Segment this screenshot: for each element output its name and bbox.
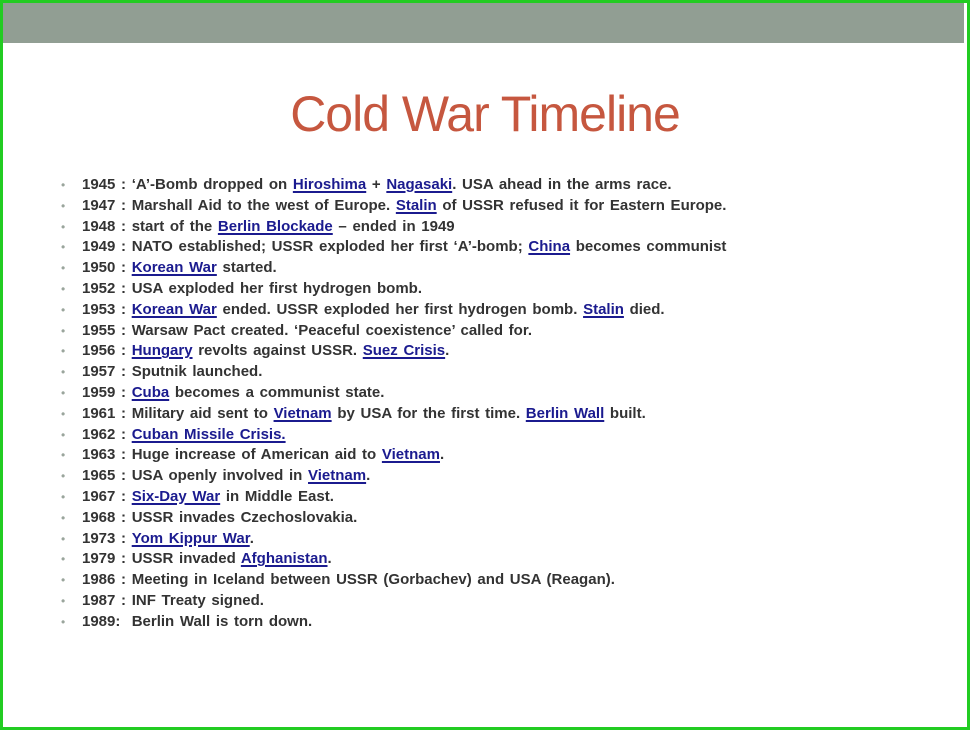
event-year: 1955 : [82,321,132,339]
event-text: Military aid sent to [131,404,274,422]
timeline-item [61,549,726,570]
event-year: 1979 : [82,550,132,568]
event-text: . [249,529,254,547]
timeline-item [61,570,726,591]
event-year: 1952 : [82,279,132,297]
event-text: died. [623,300,665,318]
bullet-icon: • [61,489,66,504]
bullet-icon: • [61,281,66,296]
bullet-icon: • [61,593,66,608]
timeline-item [61,529,726,550]
event-link[interactable]: Yom Kippur War [131,529,250,547]
event-description [132,425,286,446]
event-text: becomes a communist state. [169,383,385,401]
event-link[interactable]: Vietnam [381,446,440,464]
event-year: 1945 : [82,176,132,193]
event-text: Meeting in Iceland between USSR (Gorbachev) and USA (Reagan). [131,571,615,589]
slide-title: Cold War Timeline [290,86,680,142]
event-year: 1973 : [82,529,132,547]
event-link[interactable]: Vietnam [308,467,367,485]
event-text: built. [604,404,646,422]
event-year: 1956 : [82,342,132,360]
event-link[interactable]: Cuban Missile Crisis. [131,425,286,443]
bullet-icon: • [61,323,66,338]
timeline-item [61,279,726,300]
event-text: in Middle East. [220,487,334,505]
event-text: NATO established; USSR exploded her first ‘A’-bomb; [131,238,529,256]
event-year: 1957 : [82,363,132,381]
event-text: INF Treaty signed. [131,591,264,609]
event-description [132,237,727,258]
event-description [132,217,455,238]
timeline-item [61,445,726,466]
bullet-icon: • [61,178,66,192]
event-description [132,300,665,321]
bullet-icon: • [61,219,66,234]
bullet-icon: • [61,531,66,546]
event-link[interactable]: Nagasaki [386,176,453,193]
event-link[interactable]: Hiroshima [292,176,367,193]
event-description [132,175,672,196]
event-description [132,466,371,487]
event-text: by USA for the first time. [331,404,526,422]
event-text: USA openly involved in [131,467,309,485]
timeline-item [61,300,726,321]
event-text: USSR invades Czechoslovakia. [131,508,358,526]
event-text: . [366,467,371,485]
bullet-icon: • [61,510,66,525]
event-year: 1989: [82,612,127,630]
event-link[interactable]: Korean War [131,259,217,277]
bullet-icon: • [61,302,66,317]
event-description [132,341,450,362]
event-description [132,570,615,591]
event-description [132,383,385,404]
timeline-item [61,466,726,487]
event-year: 1949 : [82,238,132,256]
bullet-icon: • [61,573,66,588]
event-description [132,591,264,612]
event-link[interactable]: China [528,238,571,256]
event-text: USA exploded her first hydrogen bomb. [131,279,423,297]
event-link[interactable]: Korean War [131,300,217,318]
event-text: ‘A’-Bomb dropped on [131,176,293,193]
event-year: 1959 : [82,383,132,401]
bullet-icon: • [61,344,66,359]
event-year: 1953 : [82,300,132,318]
event-year: 1963 : [82,446,132,464]
bullet-icon: • [61,385,66,400]
timeline-list [61,175,726,633]
timeline-item [61,383,726,404]
bullet-icon: • [61,198,66,213]
event-description [132,445,444,466]
event-text: Sputnik launched. [131,363,263,381]
timeline-item [61,425,726,446]
event-year: 1962 : [82,425,132,443]
event-description [132,404,646,425]
event-description [132,508,358,529]
event-year: 1967 : [82,487,132,505]
event-text: started. [216,259,277,277]
event-link[interactable]: Stalin [395,196,437,214]
event-year: 1965 : [82,467,132,485]
event-text: . [439,446,445,464]
event-year: 1968 : [82,508,132,526]
event-link[interactable]: Suez Crisis [362,342,446,360]
timeline-item [61,217,726,238]
timeline-item [61,341,726,362]
event-description [132,279,422,300]
event-description [132,321,532,342]
bullet-icon: • [61,406,66,421]
slide-header-bar [3,3,964,43]
timeline-item [61,591,726,612]
event-text: . [445,342,450,360]
timeline-item [61,196,726,217]
event-description [132,258,277,279]
event-text: ended. USSR exploded her first hydrogen bomb. [216,300,584,318]
event-description [132,549,332,570]
event-link[interactable]: Hungary [131,342,193,360]
bullet-icon: • [61,614,66,629]
event-text: revolts against USSR. [192,342,363,360]
event-link[interactable]: Cuba [131,383,170,401]
timeline-item [61,487,726,508]
event-text: . USA ahead in the arms race. [452,176,672,193]
timeline-item [61,362,726,383]
bullet-icon: • [61,427,66,442]
event-description [132,487,334,508]
event-text: + [366,176,387,193]
event-text: start of the [131,217,218,235]
event-text: . [327,550,332,568]
event-link[interactable]: Stalin [583,300,624,318]
event-text: becomes communist [570,238,727,256]
timeline-item [61,508,726,529]
bullet-icon: • [61,469,66,484]
event-text: USSR invaded [131,550,241,568]
event-description [132,362,263,383]
timeline-item [61,175,726,196]
event-text: Marshall Aid to the west of Europe. [131,196,396,214]
bullet-icon: • [61,552,66,567]
event-year: 1947 : [82,196,132,214]
timeline-item [61,258,726,279]
event-year: 1986 : [82,571,132,589]
event-link[interactable]: Berlin Blockade [217,217,333,235]
event-link[interactable]: Vietnam [273,404,332,422]
event-year: 1961 : [82,404,132,422]
timeline-item [61,321,726,342]
event-text: Warsaw Pact created. ‘Peaceful coexistence’ called for. [131,321,533,339]
event-text: Huge increase of American aid to [131,446,382,464]
timeline-item [61,237,726,258]
event-year: 1950 : [82,259,132,277]
event-description [126,612,312,633]
event-description [132,529,254,550]
event-text: of USSR refused it for Eastern Europe. [436,196,727,214]
event-text: Berlin Wall is torn down. [126,612,313,630]
bullet-icon: • [61,240,66,255]
event-link[interactable]: Six-Day War [131,487,221,505]
bullet-icon: • [61,448,66,463]
timeline-item [61,612,726,633]
bullet-icon: • [61,261,66,276]
event-year: 1987 : [82,591,132,609]
event-description [132,196,727,217]
event-link[interactable]: Berlin Wall [525,404,605,422]
event-year: 1948 : [82,217,132,235]
event-link[interactable]: Afghanistan [240,550,328,568]
bullet-icon: • [61,365,66,380]
timeline-item [61,404,726,425]
event-text: – ended in 1949 [332,217,455,235]
